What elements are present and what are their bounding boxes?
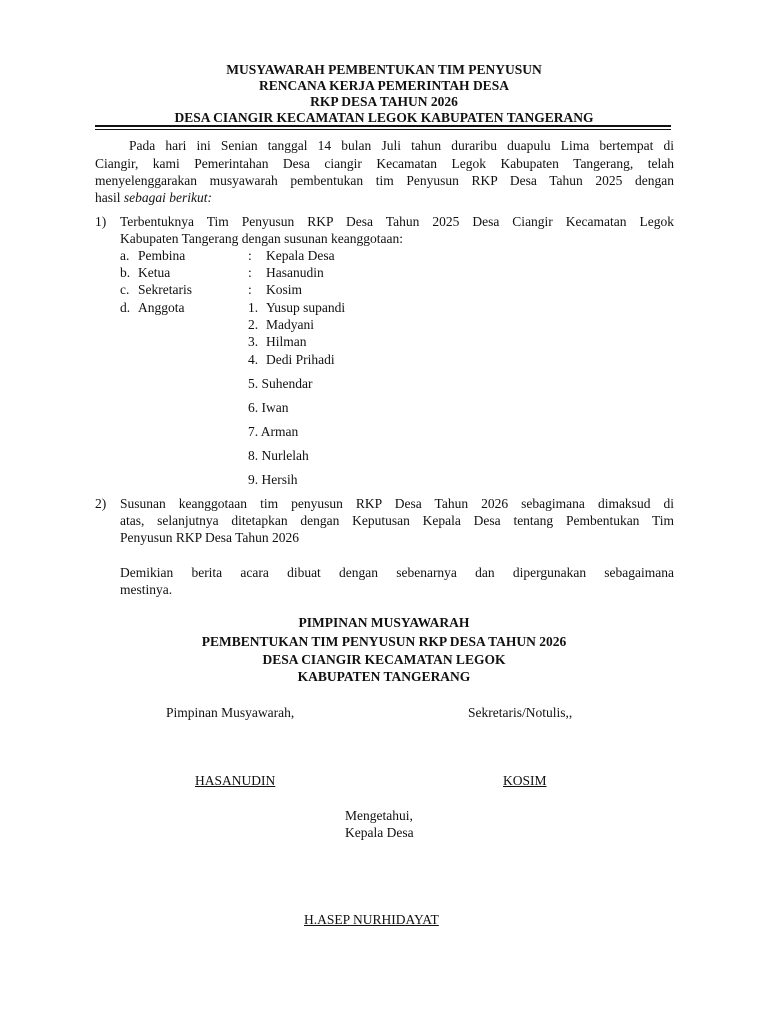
role-letter: c. xyxy=(120,282,130,297)
member-item: 7. Arman xyxy=(248,424,299,439)
member-number: 3. xyxy=(248,334,259,349)
leadership-line-3: DESA CIANGIR KECAMATAN LEGOK xyxy=(262,652,506,667)
header-line-2: RENCANA KERJA PEMERINTAH DESA xyxy=(259,78,509,93)
role-separator: : xyxy=(248,265,252,280)
member-number: 2. xyxy=(248,317,259,332)
role-letter: b. xyxy=(120,265,131,280)
signature-left-title: Pimpinan Musyawarah, xyxy=(166,705,295,720)
signature-head-name: H.ASEP NURHIDAYAT xyxy=(304,912,439,927)
header-line-3: RKP DESA TAHUN 2026 xyxy=(310,94,458,109)
member-item: 5. Suhendar xyxy=(248,376,313,391)
role-title: Sekretaris xyxy=(138,282,192,297)
role-separator: : xyxy=(248,248,252,263)
closing-line-2: mestinya. xyxy=(120,582,173,597)
intro-line-2: Ciangir, kami Pemerintahan Desa ciangir Kecamatan Legok Kabupaten Tangerang, telah xyxy=(95,156,674,171)
header-line-1: MUSYAWARAH PEMBENTUKAN TIM PENYUSUN xyxy=(226,62,542,77)
item-1-number: 1) xyxy=(95,214,107,229)
item-1-line-1: Terbentuknya Tim Penyusun RKP Desa Tahun 2025 Desa Ciangir Kecamatan Legok xyxy=(120,214,674,229)
leadership-line-4: KABUPATEN TANGERANG xyxy=(297,669,471,684)
role-letter: d. xyxy=(120,300,131,315)
leadership-line-1: PIMPINAN MUSYAWARAH xyxy=(298,615,470,630)
acknowledge-line-2: Kepala Desa xyxy=(345,825,414,840)
member-number: 4. xyxy=(248,352,259,367)
signature-right-name: KOSIM xyxy=(503,773,547,788)
role-title: Anggota xyxy=(138,300,185,315)
role-name: Hasanudin xyxy=(266,265,324,280)
acknowledge-line-1: Mengetahui, xyxy=(345,808,413,823)
member-item: 9. Hersih xyxy=(248,472,298,487)
item-2-line-3: Penyusun RKP Desa Tahun 2026 xyxy=(120,530,300,545)
role-separator: : xyxy=(248,282,252,297)
item-2-number: 2) xyxy=(95,496,107,511)
role-name: Kosim xyxy=(266,282,303,297)
item-2-line-1: Susunan keanggotaan tim penyusun RKP Desa Tahun 2026 sebagimana dimaksud di xyxy=(120,496,674,511)
item-2-line-2: atas, selanjutnya ditetapkan dengan Keputusan Kepala Desa tentang Pembentukan Tim xyxy=(120,513,674,528)
header-line-4: DESA CIANGIR KECAMATAN LEGOK KABUPATEN TANGERANG xyxy=(174,110,594,125)
role-name: Yusup supandi xyxy=(266,300,346,315)
header-rule-thick xyxy=(95,125,671,127)
role-name: Kepala Desa xyxy=(266,248,335,263)
intro-line-3: menyelenggarakan musyawarah pembentukan tim Penyusun RKP Desa Tahun 2025 dengan xyxy=(95,173,674,188)
leadership-line-2: PEMBENTUKAN TIM PENYUSUN RKP DESA TAHUN 2026 xyxy=(201,634,567,649)
member-item: 6. Iwan xyxy=(248,400,289,415)
intro-line-4-text: hasil xyxy=(95,190,124,205)
role-separator: 1. xyxy=(248,300,259,315)
item-1-line-2: Kabupaten Tangerang dengan susunan keanggotaan: xyxy=(120,231,403,246)
intro-line-4-italic: sebagai berikut: xyxy=(123,190,212,205)
role-title: Pembina xyxy=(138,248,186,263)
header-rule-thin xyxy=(95,129,671,130)
role-letter: a. xyxy=(120,248,130,263)
role-title: Ketua xyxy=(138,265,171,280)
intro-line-4 xyxy=(95,189,212,206)
closing-line-1: Demikian berita acara dibuat dengan sebenarnya dan dipergunakan sebagaimana xyxy=(120,565,674,580)
member-name: Dedi Prihadi xyxy=(266,352,335,367)
intro-line-1: Pada hari ini Senian tanggal 14 bulan Juli tahun duraribu duapulu Lima bertempat di xyxy=(129,138,674,153)
member-name: Hilman xyxy=(266,334,307,349)
signature-right-title: Sekretaris/Notulis,, xyxy=(468,705,573,720)
member-name: Madyani xyxy=(266,317,314,332)
signature-left-name: HASANUDIN xyxy=(195,773,276,788)
member-item: 8. Nurlelah xyxy=(248,448,309,463)
